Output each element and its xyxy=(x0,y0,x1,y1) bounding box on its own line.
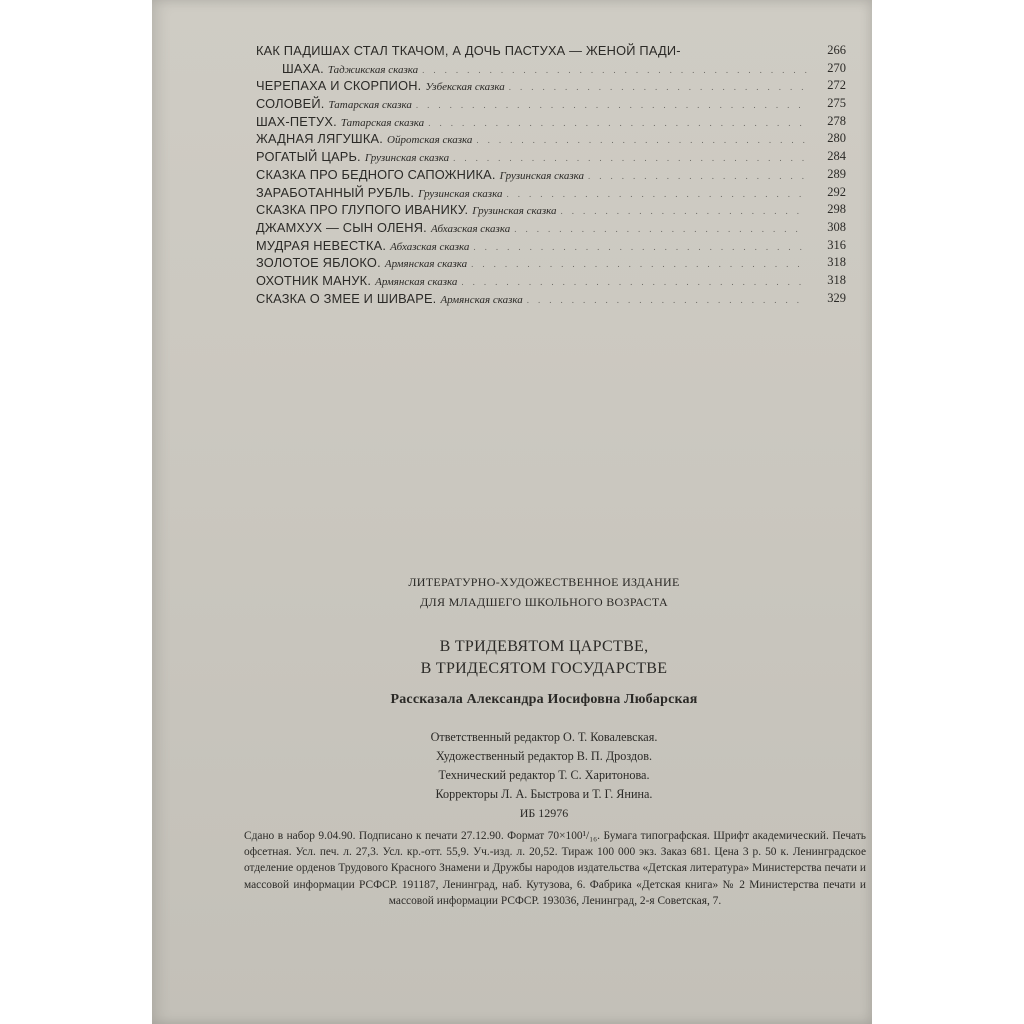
toc-entry xyxy=(256,166,846,184)
toc-entry-title: ОХОТНИК МАНУК. xyxy=(256,272,372,288)
toc-entry xyxy=(256,42,846,60)
table-of-contents xyxy=(256,42,846,307)
toc-entry-title: МУДРАЯ НЕВЕСТКА. xyxy=(256,237,387,253)
toc-leader-dots: .................................. xyxy=(428,117,811,128)
toc-entry-page: 272 xyxy=(827,78,846,93)
toc-entry-page: 292 xyxy=(827,184,846,199)
toc-entry-text xyxy=(256,96,810,111)
toc-leader-dots: .............................. xyxy=(476,135,814,146)
toc-entry-origin: Таджикская сказка xyxy=(327,63,419,76)
toc-entry xyxy=(256,201,846,219)
toc-entry xyxy=(256,254,846,272)
toc-entry-title: ШАХ-ПЕТУХ. xyxy=(256,113,337,129)
toc-entry xyxy=(256,95,846,113)
toc-leader-dots: .............................. xyxy=(471,259,809,270)
toc-entry xyxy=(256,184,846,202)
toc-entry xyxy=(256,148,846,166)
toc-entry-page: 318 xyxy=(827,255,846,270)
toc-entry-text xyxy=(256,149,813,164)
toc-entry-origin: Абхазская сказка xyxy=(390,240,470,253)
toc-entry xyxy=(256,290,846,308)
toc-entry-origin: Грузинская сказка xyxy=(499,169,584,182)
imprint xyxy=(228,572,860,821)
toc-entry-page: 275 xyxy=(827,96,846,111)
toc-entry xyxy=(256,60,846,78)
toc-entry-text xyxy=(256,131,814,146)
toc-entry-title: ЧЕРЕПАХА И СКОРПИОН. xyxy=(256,78,422,94)
toc-leader-dots: ......................... xyxy=(526,294,808,305)
toc-leader-dots: .............................. xyxy=(473,241,811,252)
toc-entry-page: 284 xyxy=(827,149,846,164)
staff-line: Технический редактор Т. С. Харитонова. xyxy=(438,768,650,782)
toc-entry-title: СКАЗКА О ЗМЕЕ И ШИВАРЕ. xyxy=(256,290,437,306)
toc-entry-page: 278 xyxy=(827,113,846,128)
toc-entry xyxy=(256,77,846,95)
toc-entry xyxy=(256,130,846,148)
toc-entry-text xyxy=(256,114,811,129)
toc-entry-origin: Татарская сказка xyxy=(340,116,425,129)
staff-line: Корректоры Л. А. Быстрова и Т. Г. Янина. xyxy=(435,787,653,801)
toc-entry xyxy=(256,113,846,131)
book-title-line-2: В ТРИДЕСЯТОМ ГОСУДАРСТВЕ xyxy=(420,660,668,677)
toc-leader-dots: ........................... xyxy=(508,82,813,93)
staff-line: Ответственный редактор О. Т. Ковалевская. xyxy=(430,730,658,744)
staff-list xyxy=(228,728,860,804)
toc-leader-dots: ...................... xyxy=(560,206,809,217)
toc-entry-title: СКАЗКА ПРО ГЛУПОГО ИВАНИКУ. xyxy=(256,202,469,218)
book-title xyxy=(228,636,860,680)
toc-leader-dots: .................... xyxy=(588,170,813,181)
toc-entry-page: 329 xyxy=(827,290,846,305)
toc-leader-dots: .......................... xyxy=(514,223,807,234)
toc-leader-dots: ................................ xyxy=(453,153,814,164)
toc-entry-text xyxy=(256,238,811,253)
toc-leader-dots: ........................... xyxy=(506,188,811,199)
toc-entry-origin: Армянская сказка xyxy=(375,275,458,288)
toc-entry xyxy=(256,272,846,290)
toc-entry-page: 316 xyxy=(827,237,846,252)
toc-entry-page: 280 xyxy=(827,131,846,146)
toc-entry-text xyxy=(256,167,813,182)
toc-entry-page: 298 xyxy=(827,202,846,217)
toc-entry-title: ШАХА. xyxy=(282,60,324,76)
toc-entry-origin: Грузинская сказка xyxy=(364,152,450,165)
toc-entry-text xyxy=(256,255,809,270)
author-line: Рассказала Александра Иосифовна Любарская xyxy=(390,692,698,707)
toc-entry-title: СКАЗКА ПРО БЕДНОГО САПОЖНИКА. xyxy=(256,166,496,182)
toc-entry-page: 308 xyxy=(827,219,846,234)
toc-entry-title: ЗАРАБОТАННЫЙ РУБЛЬ. xyxy=(256,184,415,200)
toc-entry-page: 289 xyxy=(827,166,846,181)
toc-entry-text xyxy=(256,78,813,93)
technical-details: Сдано в набор 9.04.90. Подписано к печати 27.12.90. Формат 70×100¹/₁₆. Бумага типографская. Шрифт академический. Печать офсетная. Усл. печ. л. 27,3. Усл. кр.-отт. 55,9. Уч.-изд. л. 20,52. Тираж 100 000 экз. Заказ 681. Цена 3 р. 50 к. Ленинградское отделение орденов Трудового Красного Знамени и Дружбы народов издательства «Детская литература» Министерства печати и массовой информации РСФСР. 191187, Ленинград, наб. Кутузова, 6. Фабрика «Детская книга» № 2 Министерства печати и массовой информации РСФСР. 193036, Ленинград, 2-я Советская, 7. xyxy=(244,830,866,907)
toc-entry-text xyxy=(256,202,808,217)
toc-leader-dots: ................................... xyxy=(415,100,810,111)
toc-leader-dots: ............................... xyxy=(461,276,811,287)
toc-entry-page: 266 xyxy=(827,43,846,57)
toc-entry-page: 270 xyxy=(827,60,846,75)
toc-entry-text xyxy=(256,291,808,306)
ib-number: ИБ 12976 xyxy=(519,806,569,820)
toc-entry-origin: Армянская сказка xyxy=(440,293,523,306)
toc-entry xyxy=(256,219,846,237)
toc-entry-title: ЖАДНАЯ ЛЯГУШКА. xyxy=(256,131,383,147)
toc-entry-page: 318 xyxy=(827,272,846,287)
toc-entry-origin: Ойротская сказка xyxy=(387,134,473,147)
toc-entry-origin: Армянская сказка xyxy=(384,258,468,271)
toc-entry-origin: Узбекская сказка xyxy=(425,81,505,94)
toc-entry-title: СОЛОВЕЙ. xyxy=(256,96,325,112)
toc-leader-dots: ................................... xyxy=(422,64,816,75)
toc-entry-text xyxy=(256,273,810,288)
toc-entry-title: ДЖАМХУХ — СЫН ОЛЕНЯ. xyxy=(256,219,427,235)
audience: ДЛЯ МЛАДШЕГО ШКОЛЬНОГО ВОЗРАСТА xyxy=(420,595,668,609)
staff-line: Художественный редактор В. П. Дроздов. xyxy=(435,749,653,763)
toc-entry-origin: Абхазская сказка xyxy=(430,222,511,235)
toc-entry xyxy=(256,237,846,255)
book-title-line-1: В ТРИДЕВЯТОМ ЦАРСТВЕ, xyxy=(439,638,649,655)
toc-entry-origin: Грузинская сказка xyxy=(418,187,503,200)
toc-entry-title: ЗОЛОТОЕ ЯБЛОКО. xyxy=(256,255,381,271)
toc-entry-origin: Грузинская сказка xyxy=(472,205,557,218)
toc-entry-origin: Татарская сказка xyxy=(328,99,412,112)
toc-entry-text xyxy=(256,43,681,58)
toc-entry-text xyxy=(256,185,810,200)
toc-entry-text xyxy=(256,61,816,76)
toc-entry-text xyxy=(256,220,807,235)
edition-type: ЛИТЕРАТУРНО-ХУДОЖЕСТВЕННОЕ ИЗДАНИЕ xyxy=(408,575,680,589)
toc-entry-title: РОГАТЫЙ ЦАРЬ. xyxy=(256,149,361,165)
toc-entry-title: КАК ПАДИШАХ СТАЛ ТКАЧОМ, А ДОЧЬ ПАСТУХА — ЖЕНОЙ ПАДИ- xyxy=(256,43,681,58)
